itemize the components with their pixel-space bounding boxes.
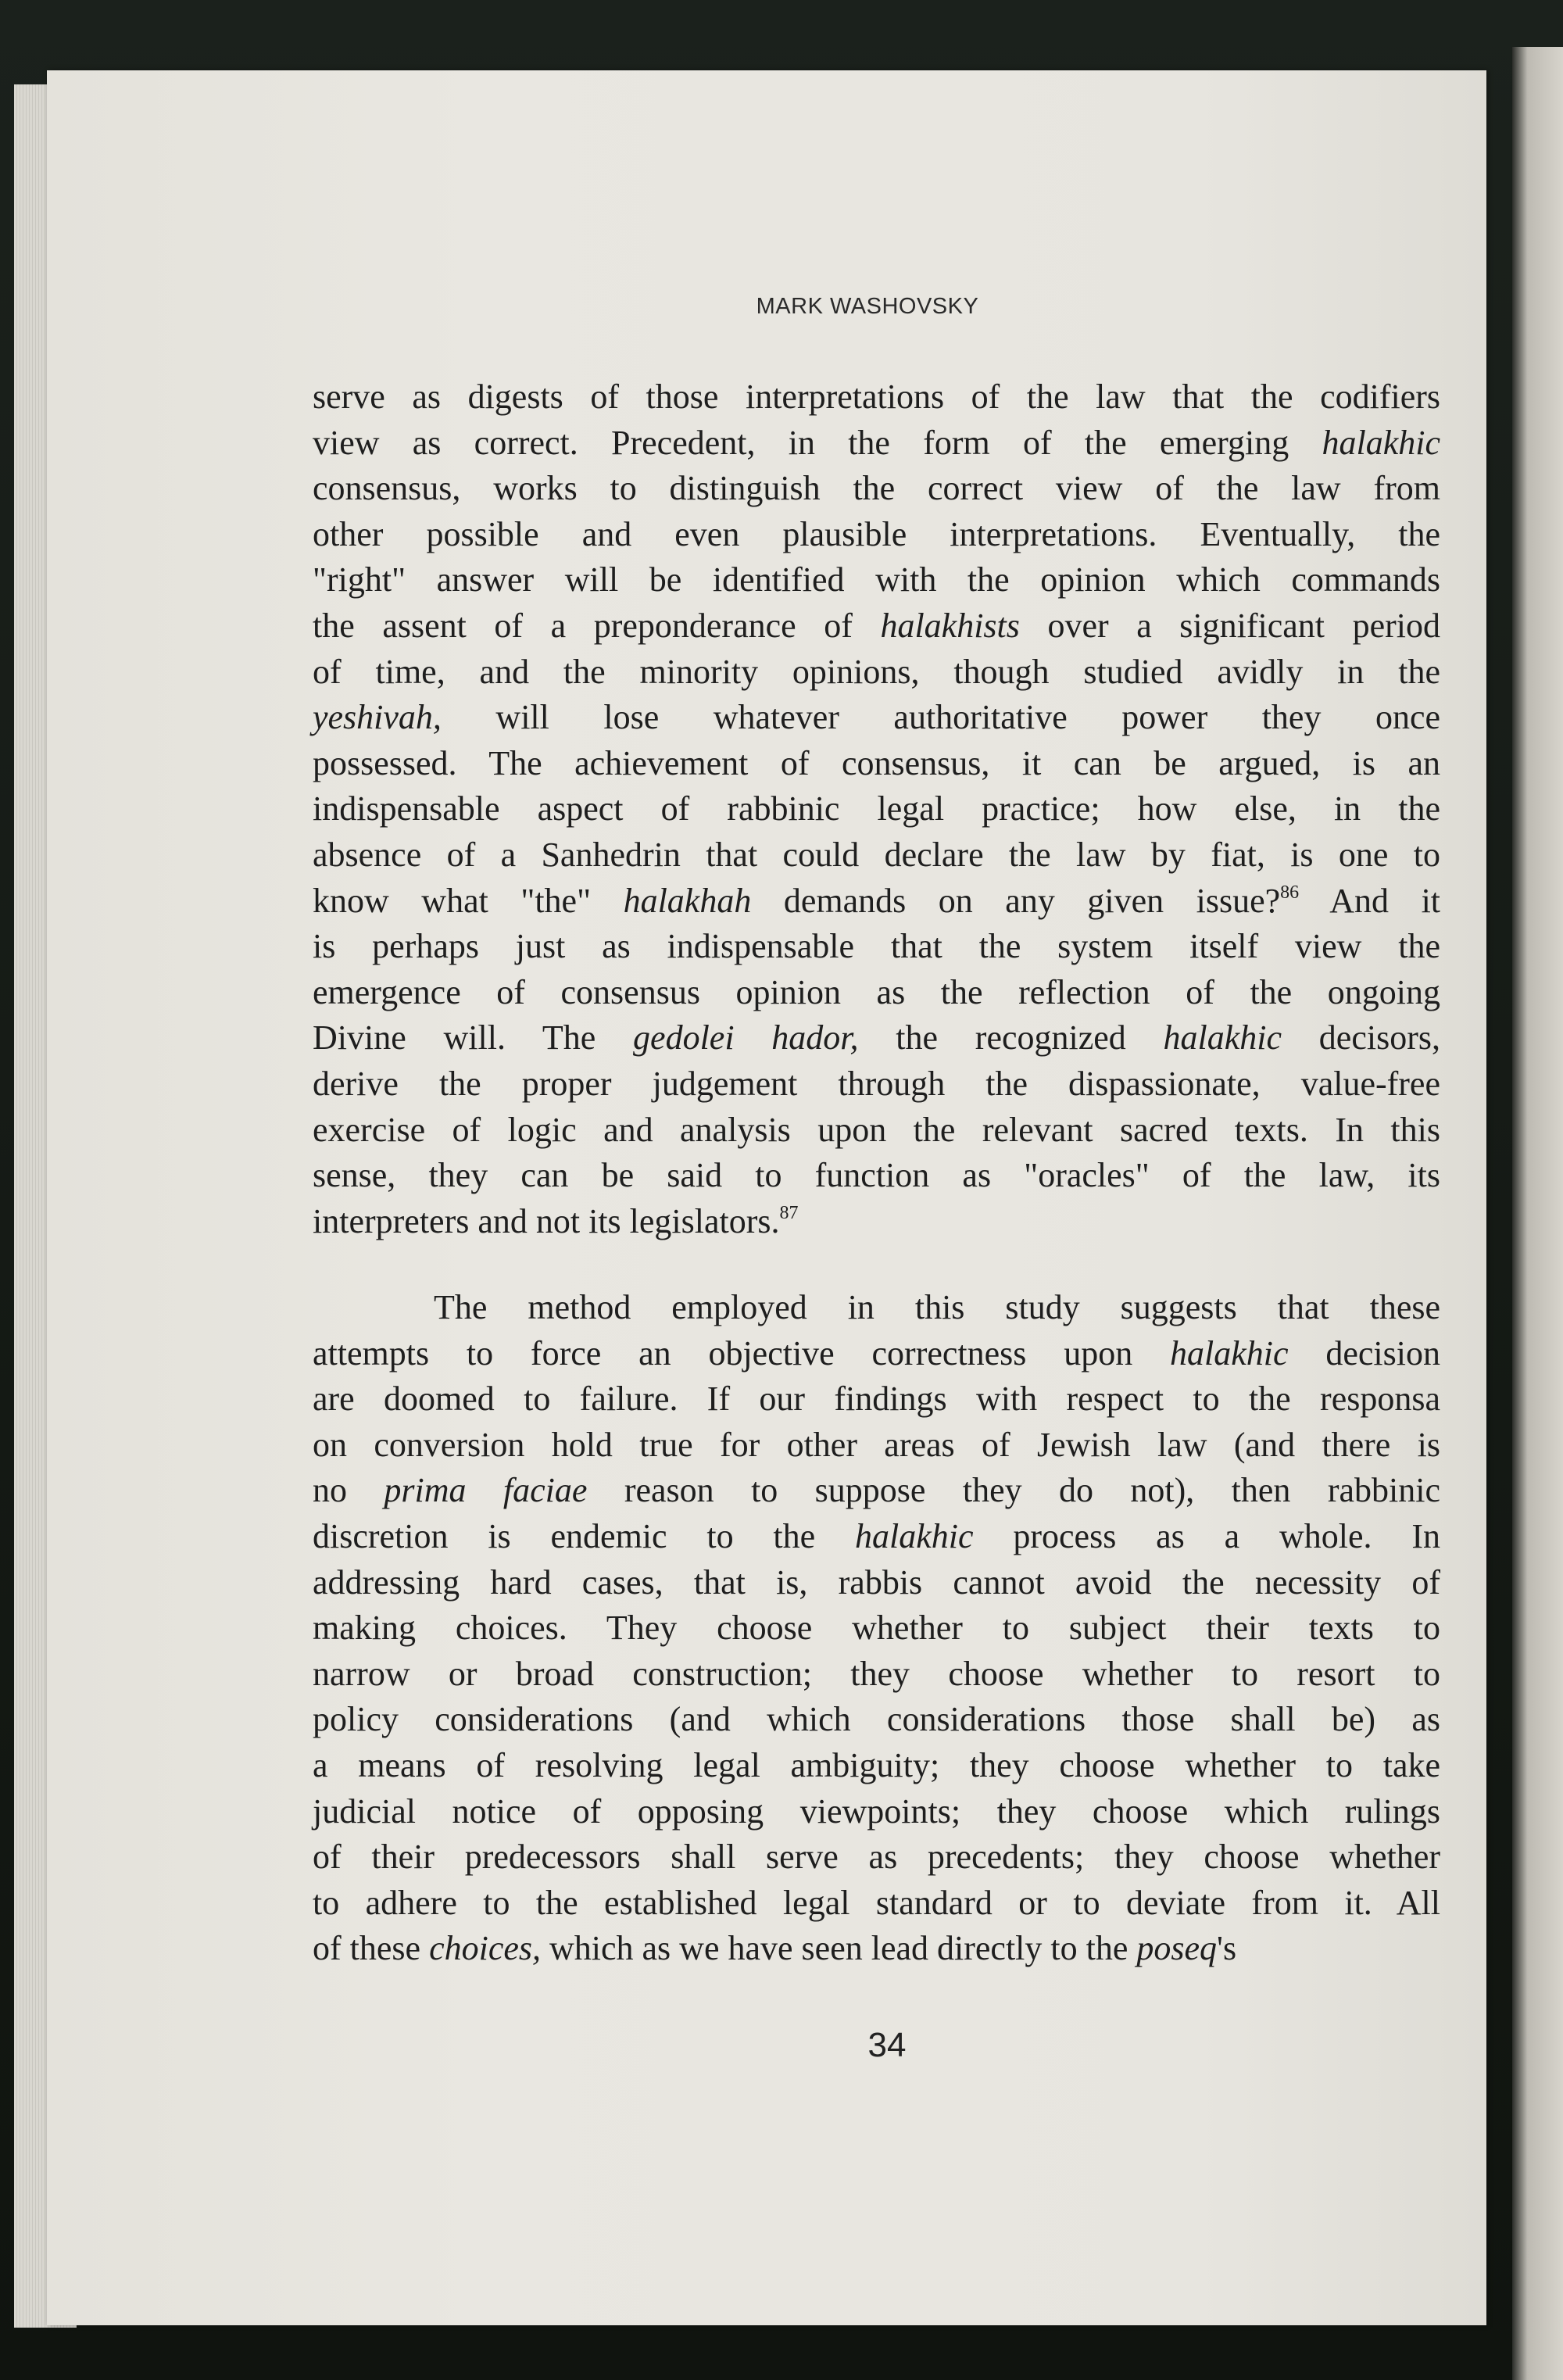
text-line <box>313 970 1440 1015</box>
text-run: judicial notice of opposing viewpoints; they choose which rulings <box>313 1791 1440 1831</box>
text-line <box>313 557 1440 603</box>
text-line <box>313 1199 1440 1244</box>
text-line <box>313 1153 1440 1198</box>
text-line <box>313 741 1440 786</box>
text-run: discretion is endemic to the <box>313 1517 856 1555</box>
text-line <box>313 603 1440 649</box>
text-run: demands on any given issue? <box>751 881 1281 920</box>
text-line <box>313 1285 1440 1330</box>
text-run: exercise of logic and analysis upon the relevant sacred texts. In this <box>313 1110 1440 1149</box>
text-line <box>313 1834 1440 1880</box>
text-run: serve as digests of those interpretations of the law that the codifiers <box>313 378 1440 416</box>
text-line <box>313 374 1440 420</box>
text-run: attempts to force an objective correctness upon <box>313 1333 1171 1373</box>
text-run: derive the proper judgement through the dispassionate, value-free <box>313 1065 1440 1103</box>
text-run: view as correct. Precedent, in the form of the emerging <box>313 423 1322 462</box>
text-line <box>313 832 1440 878</box>
text-run: decisors, <box>1282 1018 1440 1058</box>
italic-term: halakhic <box>855 1517 974 1555</box>
text-run: process as a whole. In <box>973 1517 1440 1555</box>
text-run: policy considerations (and which considerations those shall be) as <box>313 1700 1440 1739</box>
text-line <box>313 1376 1440 1422</box>
text-line <box>313 512 1440 557</box>
text-line <box>313 1423 1440 1468</box>
text-run: 's <box>1217 1929 1237 1968</box>
text-run: no <box>313 1471 384 1510</box>
text-run: interpreters and not its legislators. <box>313 1201 780 1240</box>
text-line <box>313 1605 1440 1651</box>
text-run: possessed. The achievement of consensus, it can be argued, is an <box>313 743 1440 782</box>
italic-term: halakhic <box>1322 423 1440 462</box>
text-line <box>313 786 1440 832</box>
text-run: of their predecessors shall serve as precedents; they choose whether <box>313 1838 1440 1877</box>
text-line <box>313 1331 1440 1376</box>
text-run: to adhere to the established legal standard or to deviate from it. All <box>313 1883 1440 1922</box>
text-run: is perhaps just as indispensable that the system itself view the <box>313 927 1440 966</box>
text-run: are doomed to failure. If our findings with respect to the responsa <box>313 1380 1440 1419</box>
text-run: Divine will. The <box>313 1018 634 1058</box>
italic-term: halakhic <box>1163 1018 1282 1058</box>
italic-term: yeshivah, <box>313 698 442 737</box>
text-line <box>313 421 1440 466</box>
text-run: consensus, works to distinguish the correct view of the law from <box>313 469 1440 508</box>
text-line <box>313 879 1440 924</box>
text-run: The method employed in this study suggests that these <box>434 1288 1440 1326</box>
text-run: on conversion hold true for other areas of Jewish law (and there is <box>313 1425 1440 1464</box>
text-run: the recognized <box>858 1018 1164 1058</box>
text-run: narrow or broad construction; they choose whether to resort to <box>313 1654 1440 1693</box>
text-run: absence of a Sanhedrin that could declare the law by fiat, is one to <box>313 836 1440 874</box>
text-run: And it <box>1299 881 1441 920</box>
text-line <box>313 1697 1440 1742</box>
italic-term: choices, <box>429 1929 541 1968</box>
italic-term: halakhic <box>1170 1333 1289 1373</box>
text-run: addressing hard cases, that is, rabbis cannot avoid the necessity of <box>313 1562 1440 1602</box>
running-head: MARK WASHOVSKY <box>756 294 979 319</box>
text-run: emergence of consensus opinion as the reflection of the ongoing <box>313 972 1440 1011</box>
text-run: of these <box>313 1929 430 1968</box>
text-run: will lose whatever authoritative power they once <box>441 698 1440 737</box>
text-run: other possible and even plausible interpretations. Eventually, the <box>313 514 1440 553</box>
text-run: know what "the" <box>313 881 624 920</box>
italic-term: halakhists <box>880 607 1020 645</box>
text-line <box>313 924 1440 969</box>
text-line <box>313 1881 1440 1926</box>
italic-term: poseq <box>1136 1929 1218 1968</box>
text-run: making choices. They choose whether to subject their texts to <box>313 1609 1440 1648</box>
text-run: reason to suppose they do not), then rabbinic <box>587 1471 1440 1510</box>
text-line <box>313 1560 1440 1605</box>
italic-term: halakhah <box>623 881 752 920</box>
text-run: "right" answer will be identified with the opinion which commands <box>313 560 1440 599</box>
italic-term: prima faciae <box>384 1471 588 1510</box>
text-line <box>313 1061 1440 1107</box>
text-line <box>313 1743 1440 1788</box>
text-line <box>313 1926 1440 1971</box>
text-run: decision <box>1288 1333 1440 1373</box>
text-run: the assent of a preponderance of <box>313 607 881 645</box>
text-line <box>313 1652 1440 1697</box>
text-run: which as we have seen lead directly to the <box>541 1929 1137 1968</box>
footnote-marker: 87 <box>779 1202 799 1223</box>
text-line <box>313 1108 1440 1153</box>
footnote-marker: 86 <box>1280 882 1300 903</box>
text-line <box>313 1015 1440 1061</box>
text-line <box>313 650 1440 695</box>
page-number: 34 <box>867 2026 907 2064</box>
text-line <box>313 695 1440 740</box>
text-line <box>313 1514 1440 1559</box>
text-run: indispensable aspect of rabbinic legal practice; how else, in the <box>313 789 1440 829</box>
italic-term: gedolei hador, <box>633 1018 859 1058</box>
text-run: over a significant period <box>1019 607 1440 645</box>
text-line <box>313 466 1440 511</box>
text-run: a means of resolving legal ambiguity; they choose whether to take <box>313 1746 1440 1784</box>
text-run: sense, they can be said to function as "oracles" of the law, its <box>313 1156 1440 1195</box>
text-run: of time, and the minority opinions, though studied avidly in the <box>313 652 1440 691</box>
text-line <box>313 1789 1440 1834</box>
text-line <box>313 1468 1440 1513</box>
